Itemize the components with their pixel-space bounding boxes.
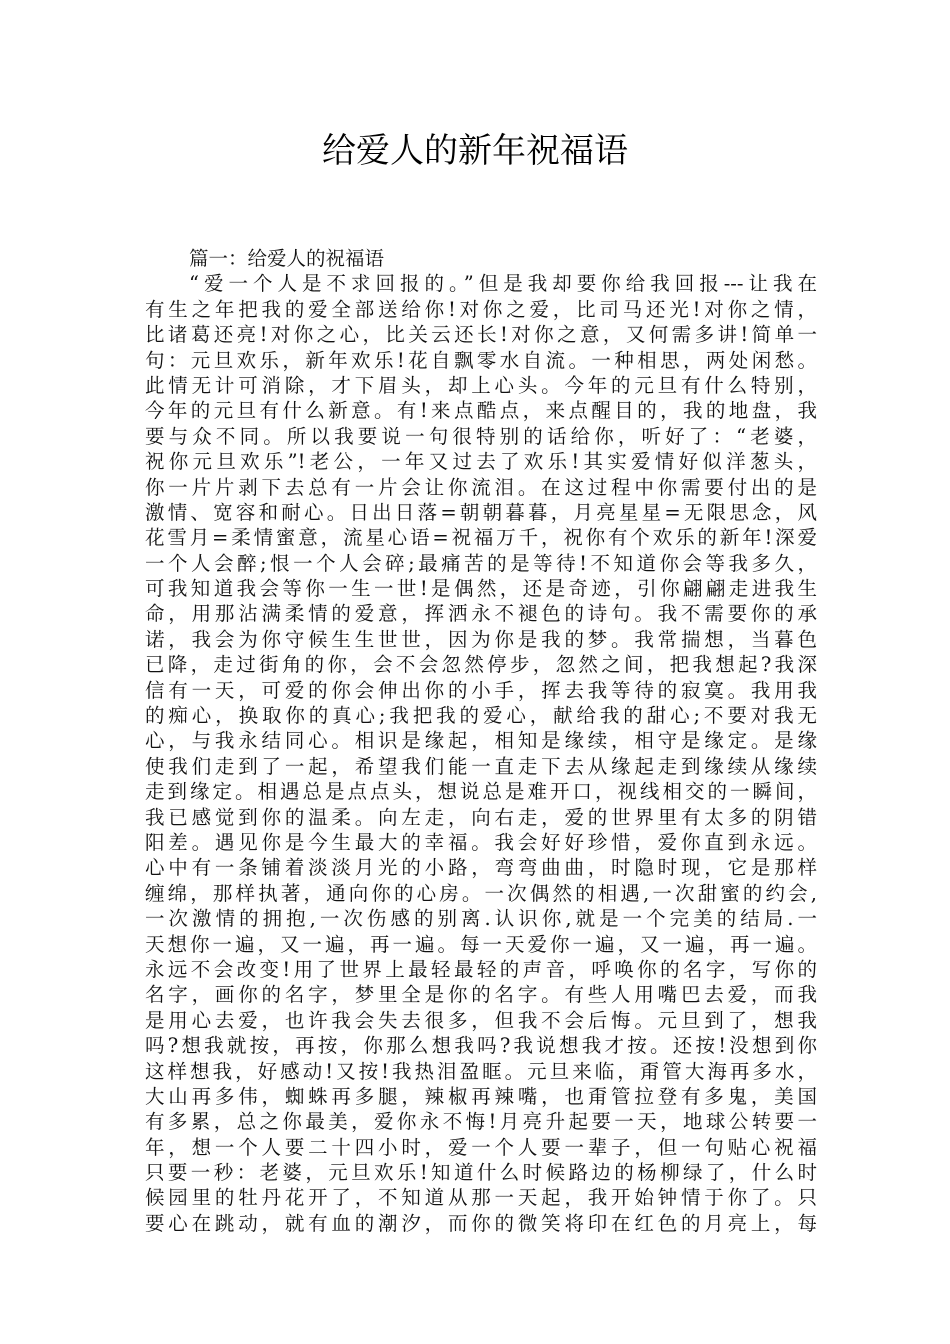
paragraph-line: 祝你元旦欢乐”!老公，一年又过去了欢乐!其实爱情好似洋葱头， (145, 450, 817, 474)
paragraph-line: 候园里的牡丹花开了，不知道从那一天起，我开始钟情于你了。只 (145, 1186, 817, 1210)
paragraph-line: 年，想一个人要二十四小时，爱一个人要一辈子，但一句贴心祝福 (145, 1135, 817, 1159)
paragraph-line: 缠绵，那样执著，通向你的心房。一次偶然的相遇,一次甜蜜的约会, (145, 881, 817, 905)
document-body (145, 246, 817, 1236)
paragraph-line: 命，用那沾满柔情的爱意，挥洒永不褪色的诗句。我不需要你的承 (145, 602, 817, 626)
paragraph-line: 一个人会醉;恨一个人会碎;最痛苦的是等待!不知道你会等我多久， (145, 551, 817, 575)
paragraph-line: 只要一秒：老婆，元旦欢乐!知道什么时候路边的杨柳绿了，什么时 (145, 1161, 817, 1185)
paragraph-line: 这样想我，好感动!又按!我热泪盈眶。元旦来临，甭管大海再多水， (145, 1059, 817, 1083)
paragraph-line: 诺，我会为你守候生生世世，因为你是我的梦。我常揣想，当暮色 (145, 627, 817, 651)
paragraph-line: 你一片片剥下去总有一片会让你流泪。在这过程中你需要付出的是 (145, 475, 817, 499)
paragraph-line: 句：元旦欢乐，新年欢乐!花自飘零水自流。一种相思，两处闲愁。 (145, 348, 817, 372)
paragraph-line: 激情、宽容和耐心。日出日落=朝朝暮暮，月亮星星=无限思念，风 (145, 500, 817, 524)
paragraph-line: 心中有一条铺着淡淡月光的小路，弯弯曲曲，时隐时现，它是那样 (145, 856, 817, 880)
paragraph-line: 天想你一遍，又一遍，再一遍。每一天爱你一遍，又一遍，再一遍。 (145, 932, 817, 956)
paragraph-line: 要与众不同。所以我要说一句很特别的话给你，听好了：“老婆， (145, 424, 817, 448)
paragraph-line: 名字，画你的名字，梦里全是你的名字。有些人用嘴巴去爱，而我 (145, 983, 817, 1007)
paragraph-line: 走到缘定。相遇总是点点头，想说总是难开口，视线相交的一瞬间， (145, 780, 817, 804)
paragraph-line: 吗?想我就按，再按，你那么想我吗?我说想我才按。还按!没想到你 (145, 1034, 817, 1058)
paragraph-line: 比诸葛还亮!对你之心，比关云还长!对你之意，又何需多讲!简单一 (145, 323, 817, 347)
paragraph-line: 可我知道我会等你一生一世!是偶然，还是奇迹，引你翩翩走进我生 (145, 577, 817, 601)
section-heading: 篇一：给爱人的祝福语 (189, 247, 385, 270)
paragraph-line: “爱一个人是不求回报的。”但是我却要你给我回报---让我在 (189, 272, 817, 296)
paragraph-line: 已降，走过街角的你，会不会忽然停步，忽然之间，把我想起?我深 (145, 653, 817, 677)
paragraph-line: 大山再多伟，蜘蛛再多腿，辣椒再辣嘴，也甭管拉登有多鬼，美国 (145, 1084, 817, 1108)
paragraph-line: 的痴心，换取你的真心;我把我的爱心，献给我的甜心;不要对我无 (145, 704, 817, 728)
paragraph-line: 信有一天，可爱的你会伸出你的小手，挥去我等待的寂寞。我用我 (145, 678, 817, 702)
paragraph-line: 心，与我永结同心。相识是缘起，相知是缘续，相守是缘定。是缘 (145, 729, 817, 753)
paragraph-line: 是用心去爱，也许我会失去很多，但我不会后悔。元旦到了，想我 (145, 1008, 817, 1032)
paragraph-line: 有多累，总之你最美，爱你永不悔!月亮升起要一天，地球公转要一 (145, 1110, 817, 1134)
document-title: 给爱人的新年祝福语 (322, 131, 628, 171)
paragraph-line: 花雪月=柔情蜜意，流星心语=祝福万千，祝你有个欢乐的新年!深爱 (145, 526, 817, 550)
paragraph-line: 使我们走到了一起，希望我们能一直走下去从缘起走到缘续从缘续 (145, 754, 817, 778)
paragraph-line: 今年的元旦有什么新意。有!来点酷点，来点醒目的，我的地盘，我 (145, 399, 817, 423)
paragraph-line: 此情无计可消除，才下眉头，却上心头。今年的元旦有什么特别， (145, 373, 817, 397)
paragraph-line: 有生之年把我的爱全部送给你!对你之爱，比司马还光!对你之情， (145, 297, 817, 321)
paragraph-line: 一次激情的拥抱,一次伤感的别离.认识你,就是一个完美的结局.一 (145, 907, 817, 931)
paragraph-line: 我已感觉到你的温柔。向左走，向右走，爱的世界里有太多的阴错 (145, 805, 817, 829)
paragraph-line: 永远不会改变!用了世界上最轻最轻的声音，呼唤你的名字，写你的 (145, 957, 817, 981)
paragraph-line: 要心在跳动，就有血的潮汐，而你的微笑将印在红色的月亮上，每 (145, 1211, 817, 1235)
paragraph-line: 阳差。遇见你是今生最大的幸福。我会好好珍惜，爱你直到永远。 (145, 830, 817, 854)
